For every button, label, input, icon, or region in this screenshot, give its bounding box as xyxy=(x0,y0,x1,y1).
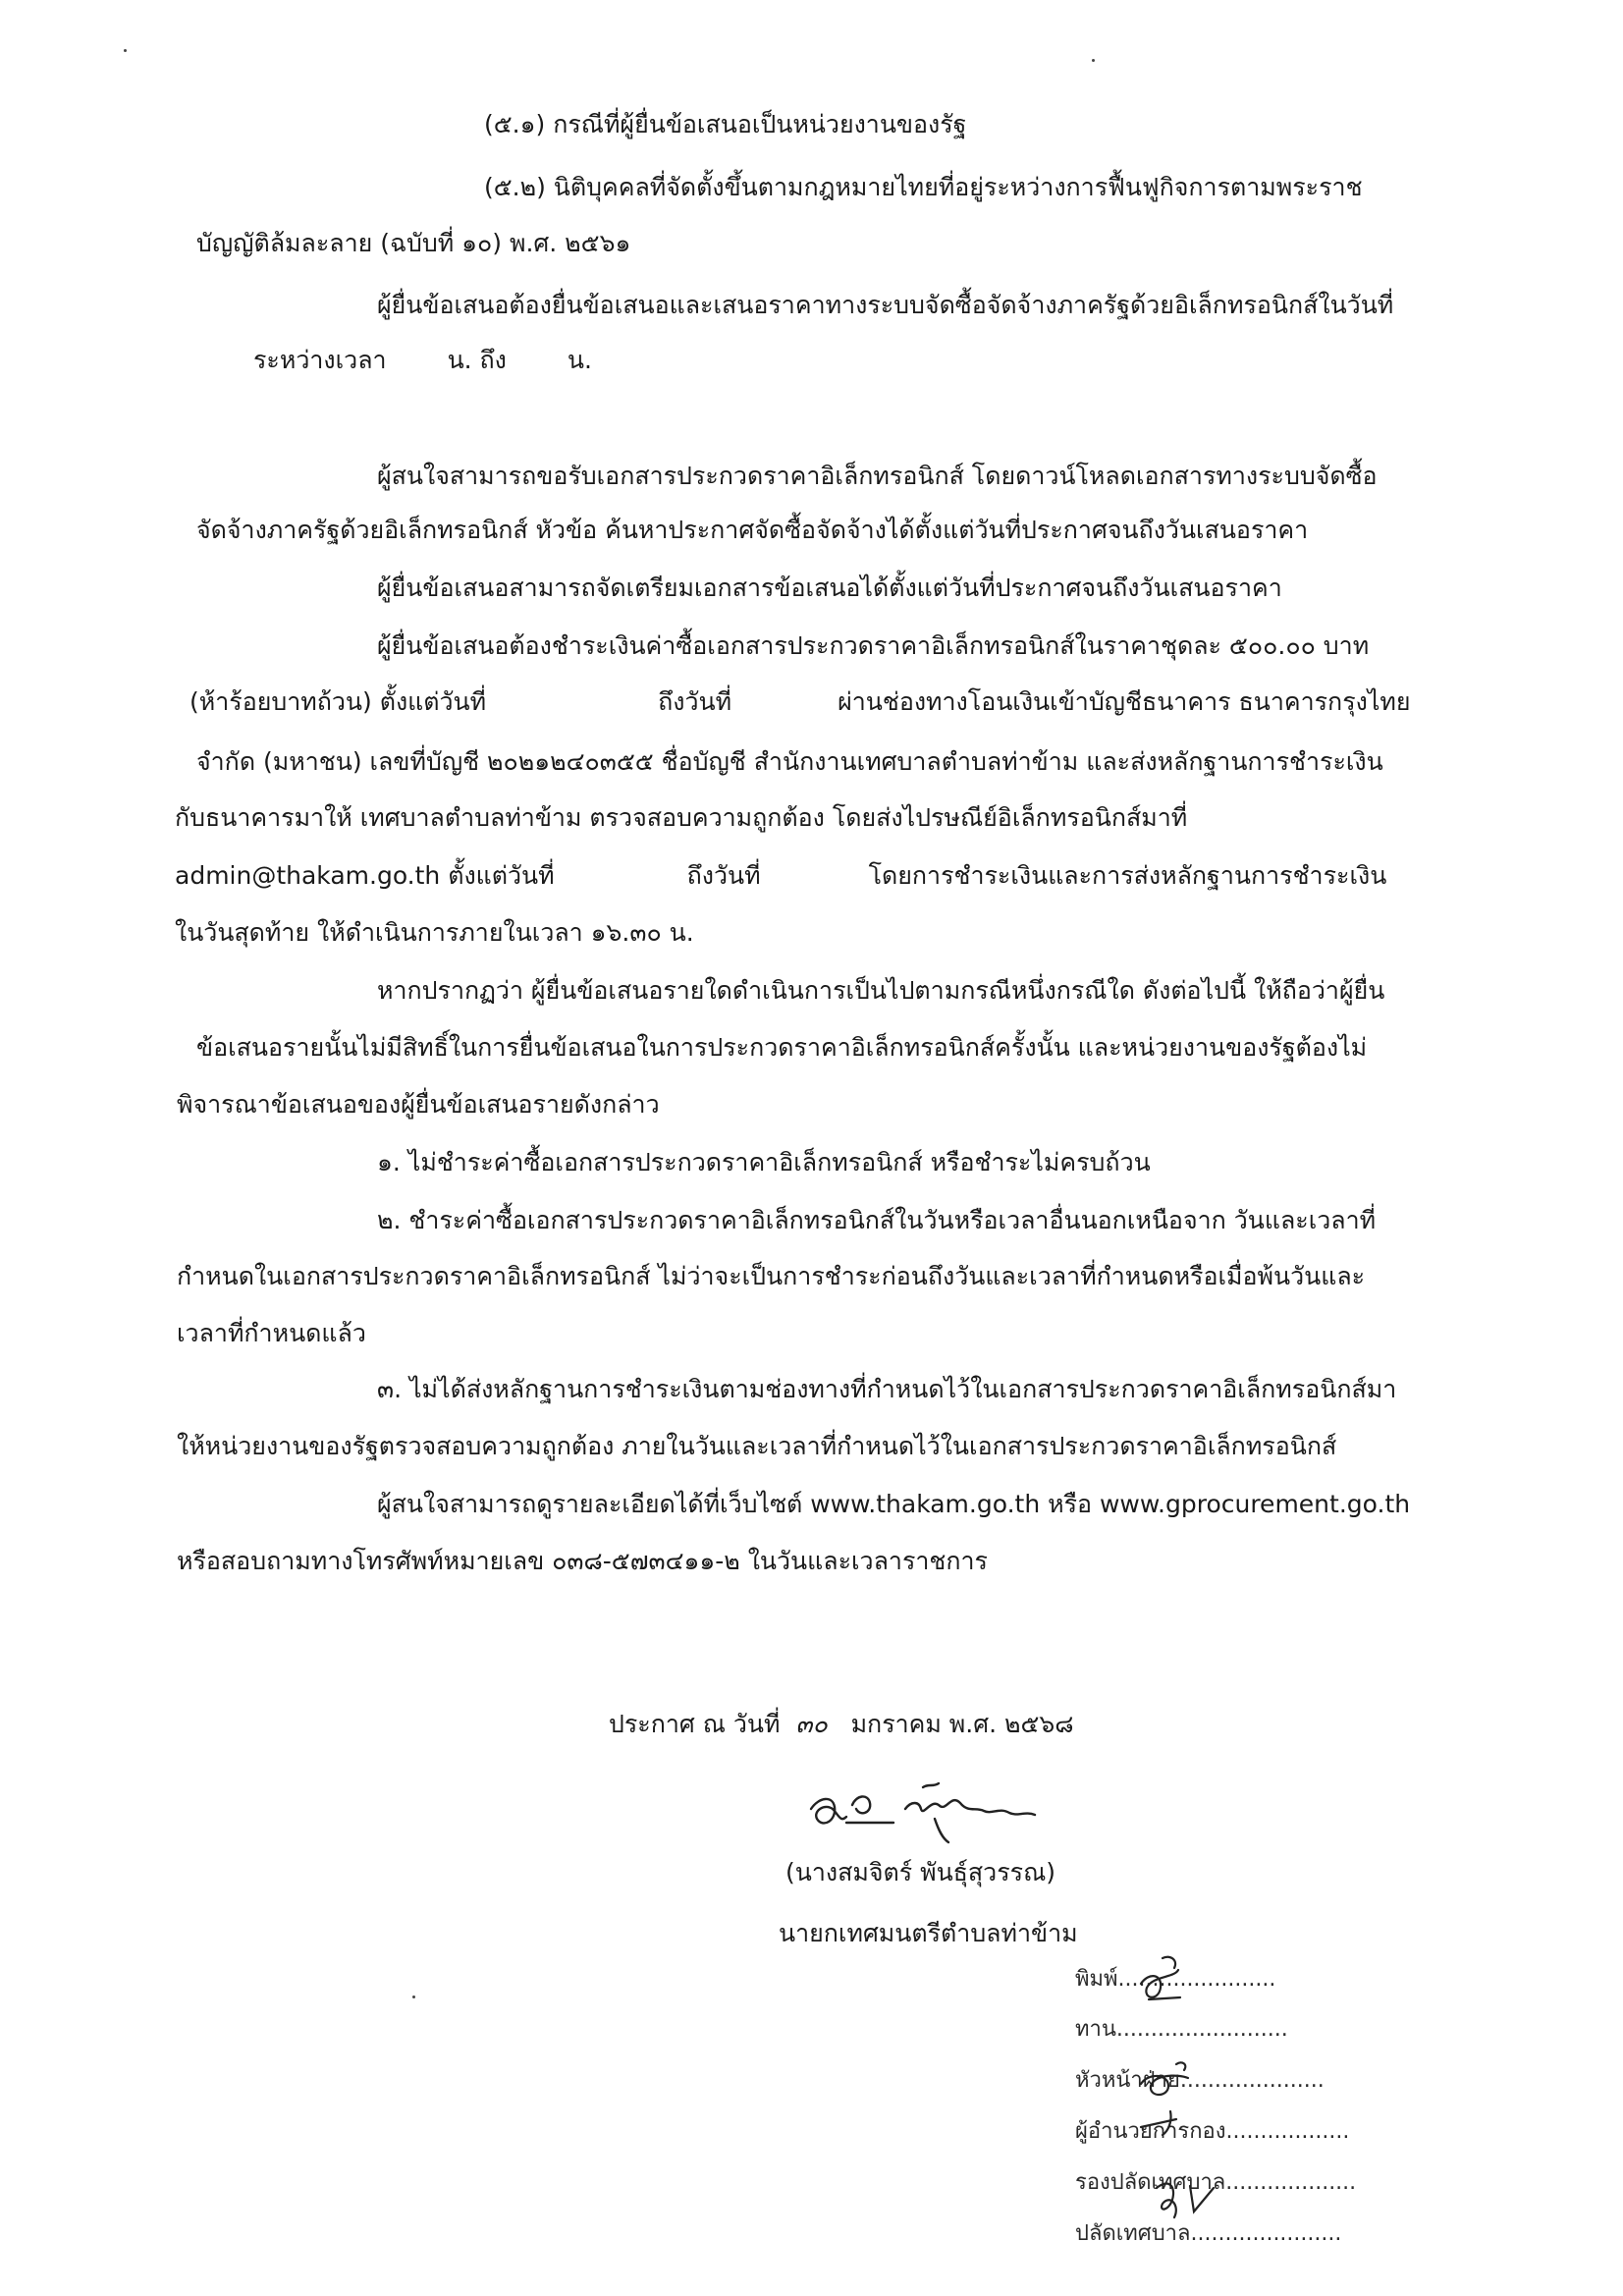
routing-division-director: ผู้อำนวยการกอง.................. xyxy=(1075,2119,1350,2144)
routing-initials xyxy=(1119,1954,1247,2249)
time-to-label: น. ถึง xyxy=(447,346,507,374)
email-dates-line xyxy=(175,861,1386,891)
download-text: ผู้สนใจสามารถขอรับเอกสารประกวดราคาอิเล็กทรอนิกส์ โดยดาวน์โหลดเอกสารทางระบบจัดซื้อ xyxy=(377,462,1378,490)
announcement-month-year: มกราคม พ.ศ. ๒๕๖๘ xyxy=(850,1710,1074,1738)
condition-2-end: เวลาที่กำหนดแล้ว xyxy=(177,1319,366,1347)
payment-to-label: ถึงวันที่ xyxy=(658,687,732,716)
clause-5-2: (๕.๒) นิติบุคคลที่จัดตั้งขึ้นตามกฎหมายไทยที่อยู่ระหว่างการฟื้นฟูกิจการตามพระราช xyxy=(484,173,1363,201)
routing-typed: พิมพ์....................... xyxy=(1075,1967,1276,1992)
condition-3: ๓. ไม่ได้ส่งหลักฐานการชำระเงินตามช่องทางที่กำหนดไว้ในเอกสารประกวดราคาอิเล็กทรอนิกส์มา xyxy=(377,1375,1397,1403)
scan-speck xyxy=(124,49,127,52)
condition-2: ๒. ชำระค่าซื้อเอกสารประกวดราคาอิเล็กทรอนิกส์ในวันหรือเวลาอื่นนอกเหนือจาก วันและเวลาที่ xyxy=(377,1206,1377,1234)
signatory-title: นายกเทศมนตรีตำบลท่าข้าม xyxy=(779,1919,1078,1947)
announcement-date xyxy=(609,1710,1074,1739)
routing-section-head: หัวหน้าฝ่าย..................... xyxy=(1075,2068,1325,2093)
disqualify-text-end: พิจารณาข้อเสนอของผู้ยื่นข้อเสนอรายดังกล่าว xyxy=(177,1090,660,1119)
time-end-label: น. xyxy=(567,346,592,374)
email-proof-text: โดยการชำระเงินและการส่งหลักฐานการชำระเงิน xyxy=(868,861,1387,890)
prepare-text: ผู้ยื่นข้อเสนอสามารถจัดเตรียมเอกสารข้อเสนอได้ตั้งแต่วันที่ประกาศจนถึงวันเสนอราคา xyxy=(377,574,1282,602)
announcement-prefix: ประกาศ ณ วันที่ xyxy=(609,1710,781,1738)
routing-checked: ทาน......................... xyxy=(1075,2017,1288,2042)
scan-speck xyxy=(412,1995,415,1998)
routing-municipal-clerk: ปลัดเทศบาล...................... xyxy=(1075,2221,1342,2246)
website-text: ผู้สนใจสามารถดูรายละเอียดได้ที่เว็บไซต์ www.thakam.go.th หรือ www.gprocurement.go.th xyxy=(377,1490,1411,1518)
download-text-cont: จัดจ้างภาครัฐด้วยอิเล็กทรอนิกส์ หัวข้อ ค้นหาประกาศจัดซื้อจัดจ้างได้ตั้งแต่วันที่ประกาศจนถึงวันเสนอราคา xyxy=(196,516,1309,544)
mayor-signature xyxy=(795,1758,1109,1851)
condition-2-cont: กำหนดในเอกสารประกวดราคาอิเล็กทรอนิกส์ ไม่ว่าจะเป็นการชำระก่อนถึงวันและเวลาที่กำหนดหรือเมื่อพ้นวันและ xyxy=(177,1262,1366,1290)
condition-3-cont: ให้หน่วยงานของรัฐตรวจสอบความถูกต้อง ภายในวันและเวลาที่กำหนดไว้ในเอกสารประกวดราคาอิเล็กทรอนิกส์ xyxy=(177,1432,1337,1460)
account-text: จำกัด (มหาชน) เลขที่บัญชี ๒๐๒๑๒๔๐๓๕๕ ชื่อบัญชี สำนักงานเทศบาลตำบลท่าข้าม และส่งหลักฐานการชำระเงิน xyxy=(196,747,1383,776)
disqualify-text-cont: ข้อเสนอรายนั้นไม่มีสิทธิ์ในการยื่นข้อเสนอในการประกวดราคาอิเล็กทรอนิกส์ครั้งนั้น และหน่วยงานของรัฐต้องไม่ xyxy=(196,1033,1368,1062)
phone-text: หรือสอบถามทางโทรศัพท์หมายเลข ๐๓๘-๕๗๓๔๑๑-๒ ในวันและเวลาราชการ xyxy=(177,1547,988,1575)
condition-1: ๑. ไม่ชำระค่าซื้อเอกสารประกวดราคาอิเล็กทรอนิกส์ หรือชำระไม่ครบถ้วน xyxy=(377,1148,1151,1176)
email-from-label: admin@thakam.go.th ตั้งแต่วันที่ xyxy=(175,861,555,890)
clause-5-1: (๕.๑) กรณีที่ผู้ยื่นข้อเสนอเป็นหน่วยงานของรัฐ xyxy=(484,110,967,138)
deadline-text: ในวันสุดท้าย ให้ดำเนินการภายในเวลา ๑๖.๓๐ น. xyxy=(175,918,694,947)
signatory-name: (นางสมจิตร์ พันธุ์สุวรรณ) xyxy=(785,1858,1056,1886)
clause-5-2-cont: บัญญัติล้มละลาย (ฉบับที่ ๑๐) พ.ศ. ๒๕๖๑ xyxy=(196,229,631,257)
routing-deputy-clerk: รองปลัดเทศบาล................... xyxy=(1075,2170,1357,2195)
payment-dates-line xyxy=(189,687,1411,717)
payment-text: ผู้ยื่นข้อเสนอต้องชำระเงินค่าซื้อเอกสารประกวดราคาอิเล็กทรอนิกส์ในราคาชุดละ ๕๐๐.๐๐ บาท xyxy=(377,631,1370,660)
submission-time-line xyxy=(253,346,592,375)
payment-from-label: (ห้าร้อยบาทถ้วน) ตั้งแต่วันที่ xyxy=(189,687,487,716)
announcement-day: ๓๐ xyxy=(795,1710,828,1738)
disqualify-text: หากปรากฏว่า ผู้ยื่นข้อเสนอรายใดดำเนินการเป็นไปตามกรณีหนึ่งกรณีใด ดังต่อไปนี้ ให้ถือว่าผู้ยื่น xyxy=(377,976,1385,1005)
email-to-label: ถึงวันที่ xyxy=(686,861,761,890)
email-instruction: กับธนาคารมาให้ เทศบาลตำบลท่าข้าม ตรวจสอบความถูกต้อง โดยส่งไปรษณีย์อิเล็กทรอนิกส์มาที่ xyxy=(175,803,1188,832)
scan-speck xyxy=(1092,59,1095,62)
time-label: ระหว่างเวลา xyxy=(253,346,387,374)
payment-channel-text: ผ่านช่องทางโอนเงินเข้าบัญชีธนาคาร ธนาคารกรุงไทย xyxy=(838,687,1411,716)
submission-text: ผู้ยื่นข้อเสนอต้องยื่นข้อเสนอและเสนอราคาทางระบบจัดซื้อจัดจ้างภาครัฐด้วยอิเล็กทรอนิกส์ในวันที่ xyxy=(377,291,1394,319)
